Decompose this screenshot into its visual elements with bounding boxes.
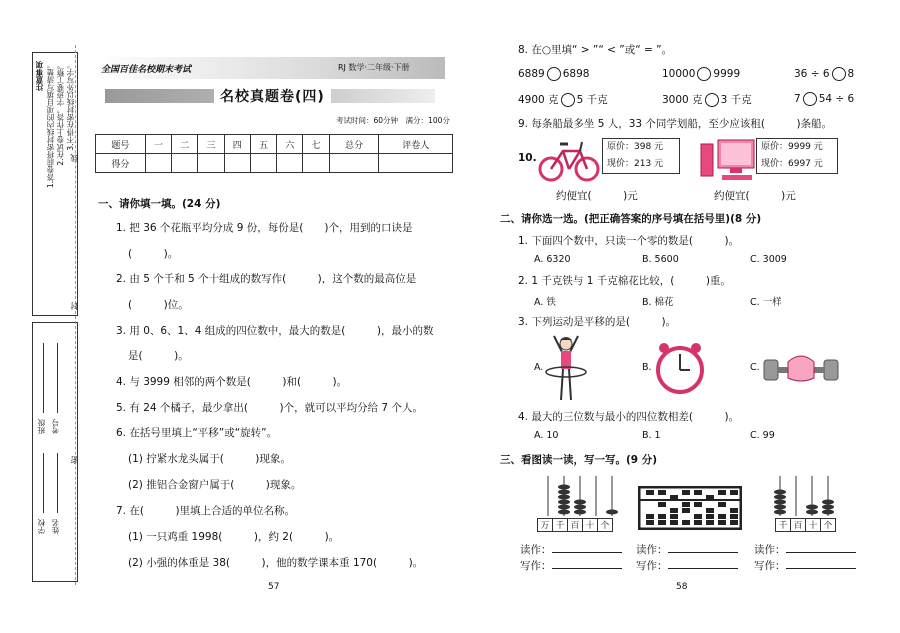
s2-q2: 2. 1 千克铁与 1 千克棉花比较，( )重。 [518, 275, 731, 287]
abacus-3-icon [772, 472, 840, 518]
question-line: 2. 由 5 个千和 5 个十组成的数写作( )，这个数的最高位是 [116, 273, 417, 285]
field-class: 班级 [37, 419, 46, 434]
score-cell: 五 [250, 135, 276, 154]
computer-icon [700, 138, 756, 182]
exam-title: 名校真题卷(四) [214, 86, 331, 106]
score-cell: 四 [224, 135, 250, 154]
answer-blank[interactable] [786, 542, 856, 553]
pc-current-price: 现价：6997 元 [761, 159, 823, 169]
q8-title: 8. 在○里填“ > ”“ < ”或“ = ”。 [518, 44, 673, 56]
field-name: 姓名 [51, 519, 60, 534]
question-line: (2) 推铝合金窗户属于( )现象。 [128, 479, 302, 491]
option-b[interactable]: B. 5600 [642, 254, 679, 265]
q10-label: 10. [518, 152, 537, 164]
note-2: 2.在试卷上作答，字迹要工整。 [56, 61, 65, 166]
score-cell: 二 [172, 135, 198, 154]
seal-mark-xian: 线 [70, 154, 79, 162]
bike-original-price: 原价：398 元 [607, 142, 664, 152]
score-input[interactable] [250, 154, 276, 173]
score-table [95, 134, 453, 173]
score-cell: 六 [277, 135, 303, 154]
pc-original-price: 原价：9999 元 [761, 142, 823, 152]
answer-blank[interactable] [668, 542, 738, 553]
compare-item: 7 54 ÷ 6 [794, 93, 855, 105]
seal-mark-feng: 封 [70, 302, 79, 310]
compare-circle[interactable] [705, 93, 719, 107]
question-line: (1) 一只鸡重 1998( )，约 2( )。 [128, 531, 340, 543]
question-line: 1. 把 36 个花瓶平均分成 9 份，每份是( )个，用到的口诀是 [116, 222, 413, 234]
compare-circle[interactable] [547, 67, 561, 81]
compare-circle[interactable] [803, 92, 817, 106]
score-input[interactable] [379, 154, 453, 173]
score-cell: 题号 [96, 135, 146, 154]
read-line-1: 读作： [520, 542, 622, 557]
seal-mark-mi: 密 [70, 456, 79, 464]
binding-strip [0, 0, 88, 633]
write-line-2: 写作： [636, 558, 738, 573]
read-line-2: 读作： [636, 542, 738, 557]
score-input[interactable] [172, 154, 198, 173]
section-3-title: 三、看图读一读，写一写。(9 分) [500, 454, 658, 466]
student-info-box [32, 322, 78, 582]
question-line: 是( )。 [128, 350, 189, 362]
score-input[interactable] [198, 154, 224, 173]
note-3: 3.不得在密封线以外写字。 [66, 61, 75, 151]
compare-item: 3000 克 3 千克 [662, 94, 752, 106]
question-line: 7. 在( )里填上合适的单位名称。 [116, 505, 296, 517]
write-line-1: 写作： [520, 558, 622, 573]
answer-blank[interactable] [786, 558, 856, 569]
abacus-1-labels: 万 千 百 十 个 [538, 518, 613, 532]
question-line: (2) 小强的体重是 38( )，他的数学课本重 170( )。 [128, 557, 424, 569]
option-b[interactable]: B. 棉花 [642, 297, 674, 308]
bicycle-icon [538, 136, 600, 184]
s2-q3: 3. 下列运动是平移的是( )。 [518, 316, 677, 328]
question-line: ( )位。 [128, 299, 189, 311]
question-line: (1) 拧紧水龙头属于( )现象。 [128, 453, 291, 465]
compare-circle[interactable] [697, 67, 711, 81]
read-line-3: 读作： [754, 542, 856, 557]
s2-q4: 4. 最大的三位数与最小的四位数相差( )。 [518, 411, 740, 423]
compare-circle[interactable] [832, 67, 846, 81]
bike-current-price: 现价：213 元 [607, 159, 664, 169]
compare-item: 4900 克 5 千克 [518, 94, 608, 106]
series-title: 全国百佳名校期末考试 [101, 65, 192, 75]
pc-price-box [756, 138, 838, 174]
option-c[interactable]: C. 3009 [750, 254, 787, 265]
answer-blank[interactable] [668, 558, 738, 569]
abacus-2-icon [638, 486, 742, 530]
clock-icon [654, 340, 706, 396]
score-value-row [96, 154, 453, 173]
bike-price-box [602, 138, 680, 174]
section-2-title: 二、请你选一选。(把正确答案的序号填在括号里)(8 分) [500, 213, 762, 225]
dumbbell-icon [762, 350, 840, 388]
compare-item: 10000 9999 [662, 68, 741, 80]
score-header-row [96, 135, 453, 154]
score-input[interactable] [277, 154, 303, 173]
s2-q1: 1. 下面四个数中，只读一个零的数是( )。 [518, 235, 740, 247]
compare-circle[interactable] [561, 93, 575, 107]
score-input[interactable] [329, 154, 379, 173]
option-c[interactable]: C. 一样 [750, 297, 782, 308]
question-line: 4. 与 3999 相邻的两个数是( )和( )。 [116, 376, 348, 388]
option-a[interactable]: A. 6320 [534, 254, 571, 265]
q9-text: 9. 每条船最多坐 5 人，33 个同学划船，至少应该租( )条船。 [518, 118, 833, 130]
option-c[interactable]: C. [750, 362, 760, 373]
option-b[interactable]: B. [642, 362, 652, 373]
score-input[interactable] [224, 154, 250, 173]
score-cell: 七 [303, 135, 329, 154]
score-cell: 三 [198, 135, 224, 154]
answer-blank[interactable] [552, 558, 622, 569]
option-a[interactable]: A. [534, 362, 544, 373]
option-a[interactable]: A. 10 [534, 430, 559, 441]
pc-cheaper-answer: 约便宜( )元 [714, 190, 796, 202]
hula-hoop-girl-icon [544, 334, 588, 402]
write-line-3: 写作： [754, 558, 856, 573]
abacus-3-labels: 千 百 十 个 [776, 518, 836, 532]
field-id: 考号 [51, 419, 60, 434]
page-number-right: 58 [676, 582, 688, 592]
field-school: 学校 [37, 519, 46, 534]
option-b[interactable]: B. 1 [642, 430, 661, 441]
question-line: 6. 在括号里填上“平移”或“旋转”。 [116, 427, 278, 439]
question-line: ( )。 [128, 248, 179, 260]
notes-box [32, 52, 78, 316]
compare-item: 36 ÷ 6 8 [794, 68, 855, 80]
seal-line [75, 45, 76, 585]
compare-item: 6889 6898 [518, 68, 590, 80]
question-line: 5. 有 24 个橘子，最少拿出( )个，就可以平均分给 7 个人。 [116, 402, 423, 414]
score-cell: 总分 [329, 135, 379, 154]
score-cell: 一 [145, 135, 171, 154]
answer-blank[interactable] [552, 542, 622, 553]
score-input[interactable] [145, 154, 171, 173]
score-cell: 评卷人 [379, 135, 453, 154]
option-c[interactable]: C. 99 [750, 430, 775, 441]
time-info: 考试时间：60分钟 满分：100分 [336, 116, 450, 125]
score-row-label: 得分 [96, 154, 146, 173]
bike-cheaper-answer: 约便宜( )元 [556, 190, 638, 202]
score-input[interactable] [303, 154, 329, 173]
abacus-1-icon [540, 472, 624, 518]
option-a[interactable]: A. 铁 [534, 297, 556, 308]
notes-title: 注意事项 [35, 61, 44, 91]
page-number-left: 57 [268, 582, 280, 592]
note-1: 1.答卷前将密封线内的项目填写清楚。 [46, 61, 55, 189]
question-line: 3. 用 0、6、1、4 组成的四位数中，最大的数是( )，最小的数 [116, 325, 434, 337]
section-1-title: 一、请你填一填。(24 分) [98, 198, 221, 210]
subject-meta: RJ 数学·二年级·下册 [338, 63, 410, 72]
